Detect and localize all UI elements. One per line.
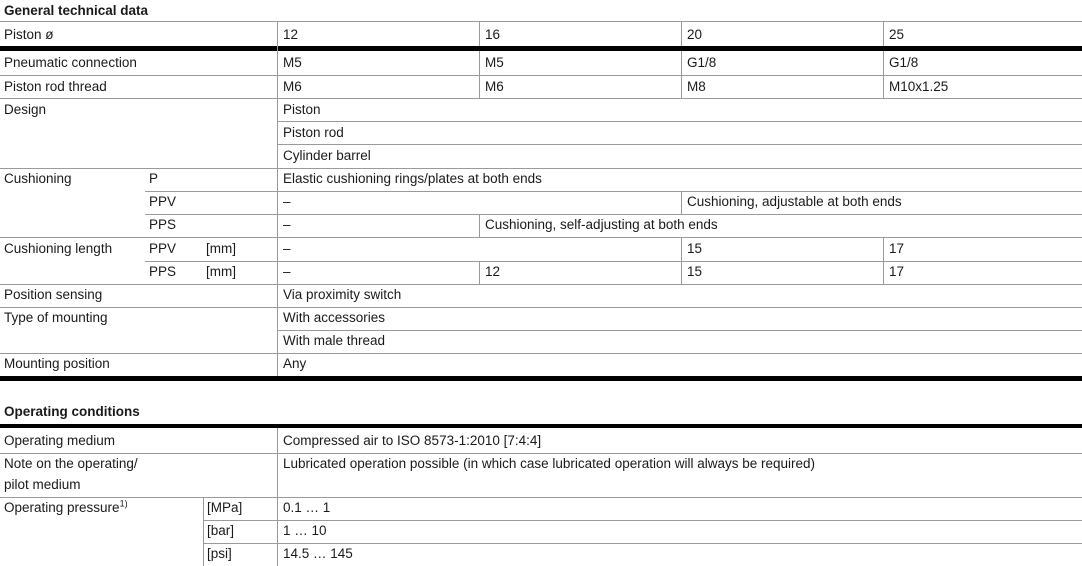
section-end-thick-rule (0, 376, 1082, 381)
design-value: Piston rod (283, 125, 344, 140)
type-of-mounting-value: With accessories (283, 310, 386, 325)
rule (0, 237, 1082, 238)
rule (0, 98, 1082, 99)
rule (0, 497, 1082, 498)
col-divider (479, 21, 480, 46)
cushioning-length-unit: [mm] (206, 241, 236, 256)
rule (277, 144, 1082, 145)
note-label-line2: pilot medium (4, 477, 81, 492)
pneumatic-connection-value: M5 (485, 55, 504, 70)
cushioning-ppv-dash: – (283, 194, 291, 209)
general-section-title: General technical data (4, 3, 149, 18)
piston-diameter-label: Piston ø (4, 27, 54, 42)
rule (277, 330, 1082, 331)
rule (0, 307, 1082, 308)
operating-medium-label: Operating medium (4, 433, 116, 448)
pressure-unit-bar: [bar] (207, 523, 235, 538)
rule (0, 353, 1082, 354)
rule (0, 284, 1082, 285)
cushioning-p-value: Elastic cushioning rings/plates at both ends (283, 171, 542, 186)
piston-rod-thread-value: M6 (485, 79, 504, 94)
cushioning-length-ppv-dash: – (283, 241, 291, 256)
type-of-mounting-value: With male thread (283, 333, 386, 348)
position-sensing-value: Via proximity switch (283, 287, 402, 302)
design-value: Cylinder barrel (283, 148, 371, 163)
piston-rod-thread-value: M10x1.25 (889, 79, 949, 94)
operating-pressure-text: Operating pressure (4, 500, 120, 515)
piston-rod-thread-value: M8 (687, 79, 706, 94)
mounting-position-label: Mounting position (4, 356, 110, 371)
design-label: Design (4, 102, 47, 117)
pressure-unit-mpa: [MPa] (207, 500, 243, 515)
header-thick-rule (0, 46, 1082, 51)
footnote-marker: 1) (119, 498, 128, 509)
pressure-unit-psi: [psi] (207, 546, 232, 561)
col-divider (681, 237, 682, 284)
cushioning-length-code-pps: PPS (149, 264, 177, 279)
operating-medium-value: Compressed air to ISO 8573-1:2010 [7:4:4] (283, 433, 542, 448)
pneumatic-connection-value: G1/8 (687, 55, 717, 70)
cushioning-label: Cushioning (4, 171, 72, 186)
piston-size-20: 20 (687, 27, 703, 42)
cushioning-length-label: Cushioning length (4, 241, 113, 256)
piston-size-25: 25 (889, 27, 905, 42)
col-divider (681, 21, 682, 46)
col-divider (883, 21, 884, 46)
cushioning-pps-dash: – (283, 217, 291, 232)
col-divider (883, 237, 884, 284)
piston-size-12: 12 (283, 27, 299, 42)
cushioning-length-ppv-20: 15 (687, 241, 703, 256)
rule (145, 261, 1082, 262)
pneumatic-connection-value: G1/8 (889, 55, 919, 70)
operating-section-title: Operating conditions (4, 404, 140, 419)
cushioning-ppv-value: Cushioning, adjustable at both ends (687, 194, 902, 209)
rule (0, 21, 1082, 22)
pressure-value-bar: 1 … 10 (283, 523, 327, 538)
col-divider (883, 51, 884, 98)
rule (277, 121, 1082, 122)
cushioning-length-pps-25: 17 (889, 264, 905, 279)
rule (145, 214, 1082, 215)
pneumatic-connection-label: Pneumatic connection (4, 55, 137, 70)
design-value: Piston (283, 102, 321, 117)
col-divider (681, 191, 682, 214)
note-value: Lubricated operation possible (in which case lubricated operation will always be required) (283, 456, 816, 471)
mounting-position-value: Any (283, 356, 307, 371)
col-divider (277, 428, 278, 566)
cushioning-length-pps-16: 12 (485, 264, 501, 279)
type-of-mounting-label: Type of mounting (4, 310, 108, 325)
rule (203, 520, 1082, 521)
col-divider (203, 497, 204, 566)
rule (203, 543, 1082, 544)
cushioning-length-code-ppv: PPV (149, 241, 177, 256)
col-divider (479, 214, 480, 237)
cushioning-code-ppv: PPV (149, 194, 177, 209)
pressure-value-mpa: 0.1 … 1 (283, 500, 331, 515)
position-sensing-label: Position sensing (4, 287, 103, 302)
col-divider (277, 21, 278, 376)
col-divider (681, 51, 682, 98)
rule (0, 168, 1082, 169)
cushioning-pps-value: Cushioning, self-adjusting at both ends (485, 217, 718, 232)
cushioning-length-unit: [mm] (206, 264, 236, 279)
note-label-line1: Note on the operating/ (4, 456, 138, 471)
col-divider (479, 51, 480, 98)
piston-size-16: 16 (485, 27, 501, 42)
rule (0, 453, 1082, 454)
rule (0, 75, 1082, 76)
operating-pressure-label (4, 500, 128, 516)
pneumatic-connection-value: M5 (283, 55, 302, 70)
cushioning-code-pps: PPS (149, 217, 177, 232)
col-divider (479, 261, 480, 284)
cushioning-code-p: P (149, 171, 159, 186)
piston-rod-thread-label: Piston rod thread (4, 79, 107, 94)
cushioning-length-pps-dash: – (283, 264, 291, 279)
cushioning-length-ppv-25: 17 (889, 241, 905, 256)
pressure-value-psi: 14.5 … 145 (283, 546, 353, 561)
piston-rod-thread-value: M6 (283, 79, 302, 94)
operating-thick-rule (0, 424, 1082, 428)
rule (145, 191, 1082, 192)
cushioning-length-pps-20: 15 (687, 264, 703, 279)
